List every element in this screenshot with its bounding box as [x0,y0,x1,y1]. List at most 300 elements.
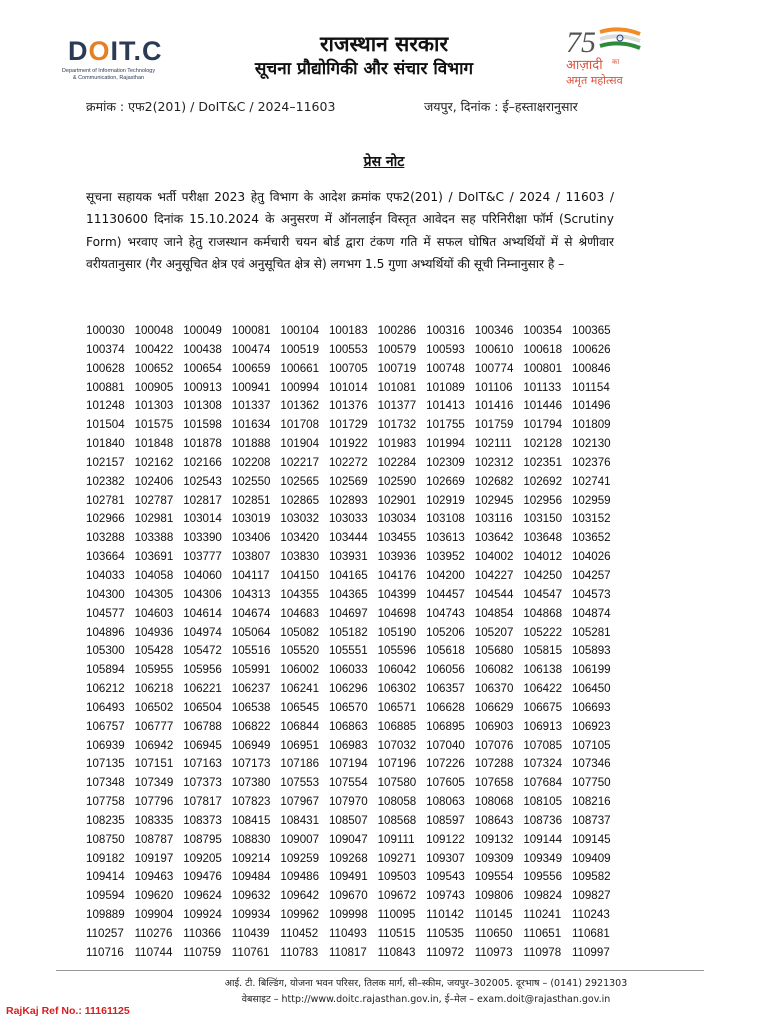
roll-number: 110651 [523,927,562,940]
roll-number: 107758 [86,795,125,809]
roll-number: 107348 [86,776,125,790]
footer-address: आई. टी. बिल्डिंग, योजना भवन परिसर, तिलक मार्ग, सी–स्कीम, जयपुर–302005. दूरभाष – (0141) 2921303 [224,978,628,989]
roll-number: 109463 [134,870,174,884]
roll-number: 103108 [426,512,465,526]
roll-number: 108105 [523,795,563,809]
roll-number: 110744 [134,945,173,959]
roll-number: 102692 [523,474,563,488]
roll-number: 100654 [183,361,222,375]
roll-number: 107032 [377,738,417,752]
roll-number: 102208 [231,455,271,469]
roll-number: 105893 [571,644,611,658]
roll-number: 108507 [328,813,368,827]
roll-number: 102565 [280,474,320,488]
roll-number: 105551 [328,644,368,658]
roll-number: 100365 [571,324,611,337]
roll-number: 104614 [183,606,222,620]
roll-number: 101014 [328,380,368,394]
roll-number: 109414 [86,870,125,884]
roll-number: 102550 [231,474,271,488]
roll-number: 102865 [280,493,320,507]
roll-number: 107324 [523,757,563,771]
roll-number: 108415 [231,813,271,827]
roll-number: 102406 [134,474,174,488]
roll-number: 110145 [474,908,513,922]
roll-number: 107750 [571,776,611,790]
roll-number: 107173 [231,757,271,771]
roll-number: 105955 [134,663,174,677]
press-note-heading: प्रेस नोट [363,154,405,170]
roll-number: 104200 [426,568,465,582]
rajkaj-ref-number: RajKaj Ref No.: 11161125 [6,1005,130,1017]
roll-number: 100286 [377,324,417,337]
roll-number: 103952 [426,550,465,564]
roll-number: 109624 [183,889,222,903]
roll-number: 107817 [183,795,222,809]
roll-number: 104250 [523,568,563,582]
roll-number: 101337 [231,399,271,413]
press-note-paragraph: सूचना सहायक भर्ती परीक्षा 2023 हेतु विभाग के आदेश क्रमांक एफ2(201) / DoIT&C / 2024 / 11603 / 11130600 दिनांक 15.10.2024 के अनुसरण में ऑनलाईन विस्तृत आवेदन सह परिनिरीक्षा फॉर्म (Scrutiny Form) भरवाए जाने हेतु राजस्थान कर्मचारी चयन बोर्ड द्वारा टंकण गति में सफल घोषित अभ्यर्थियों में से श्रेणीवार वरीयतानुसार (गैर अनुसूचित क्षेत्र एवं अनुसूचित क्षेत्र से) लगभग 1.5 गुणा अभ्यर्थियों की सूची निम्नानुसार है – [86,190,614,271]
roll-number: 102851 [231,493,271,507]
roll-number: 100913 [183,380,222,394]
roll-number: 107135 [86,757,125,771]
roll-number: 101248 [86,399,125,413]
roll-number: 104033 [86,568,125,582]
government-title: राजस्थान सरकार [319,32,449,56]
roll-number: 106628 [426,700,465,714]
roll-number: 104306 [183,587,222,601]
roll-number: 107605 [426,776,465,790]
roll-number: 101377 [377,399,417,413]
roll-number: 107349 [134,776,174,790]
roll-number: 100081 [231,324,271,337]
roll-number: 106493 [86,700,125,714]
roll-number: 102312 [474,455,514,469]
roll-number: 104896 [86,625,125,639]
roll-number: 107226 [426,757,465,771]
roll-number: 107194 [328,757,368,771]
roll-number: 101089 [426,380,465,394]
roll-number: 103936 [377,550,417,564]
roll-number: 100628 [86,361,125,375]
roll-number: 102166 [183,455,222,469]
roll-number: 106422 [523,682,563,696]
roll-number: 105190 [377,625,417,639]
roll-number: 108787 [134,832,174,846]
roll-number: 104150 [280,568,320,582]
roll-number: 106504 [183,700,222,714]
roll-number: 110681 [571,927,610,940]
roll-number: 101303 [134,399,174,413]
roll-number: 107163 [183,757,222,771]
reference-date: जयपुर, दिनांक : ई–हस्ताक्षरानुसार [424,99,578,114]
roll-number: 106212 [86,682,125,696]
roll-number: 109582 [571,870,611,884]
roll-number: 101308 [183,399,222,413]
roll-number: 105300 [86,644,125,658]
roll-number: 107151 [134,757,174,771]
roll-number: 102945 [474,493,514,507]
roll-number: 109144 [523,832,563,846]
roll-number: 100618 [523,342,563,356]
roll-number: 106571 [377,700,417,714]
roll-number: 100346 [474,324,514,337]
roll-number: 108373 [183,813,222,827]
roll-number: 100659 [231,361,271,375]
roll-number: 104698 [377,606,417,620]
roll-number: 100801 [523,361,563,375]
roll-number: 107288 [474,757,514,771]
roll-number: 104176 [377,568,417,582]
roll-number: 109271 [377,851,417,865]
roll-number: 104058 [134,568,174,582]
roll-number: 105281 [571,625,611,639]
roll-number: 105222 [523,625,563,639]
roll-number: 106450 [571,682,611,696]
roll-number: 103032 [280,512,320,526]
roll-number: 101888 [231,437,271,451]
roll-number: 106949 [231,738,271,752]
roll-number: 102162 [134,455,174,469]
roll-number: 106042 [377,663,417,677]
roll-number: 110366 [183,927,222,940]
roll-number: 106675 [523,700,563,714]
roll-number: 107554 [328,776,368,790]
roll-number: 102959 [571,493,611,507]
roll-number: 106822 [231,719,271,733]
roll-number: 103613 [426,531,465,545]
roll-number: 108737 [571,813,611,827]
roll-number: 109307 [426,851,465,865]
footer-divider [56,970,704,971]
roll-number: 106082 [474,663,514,677]
roll-number: 106951 [280,738,320,752]
roll-number: 104603 [134,606,174,620]
roll-number: 101376 [328,399,368,413]
roll-number: 109259 [280,851,320,865]
roll-number: 109743 [426,889,465,903]
roll-number: 105207 [474,625,514,639]
roll-number: 102284 [377,455,417,469]
roll-number: 109132 [474,832,514,846]
roll-number: 106939 [86,738,125,752]
roll-number: 100705 [328,361,368,375]
roll-number: 100553 [328,342,368,356]
roll-number: 106538 [231,700,271,714]
roll-number: 100652 [134,361,174,375]
roll-number: 104936 [134,625,174,639]
roll-number: 103807 [231,550,271,564]
roll-number: 104117 [231,568,270,582]
roll-number: 109632 [231,889,271,903]
roll-number: 103014 [183,512,222,526]
roll-number: 107040 [426,738,465,752]
roll-number: 106545 [280,700,320,714]
roll-number: 100593 [426,342,465,356]
roll-number: 100774 [474,361,514,375]
roll-number: 105596 [377,644,417,658]
roll-number: 100183 [328,324,368,337]
footer-contact: वेबसाइट – http://www.doitc.rajasthan.gov.in, ई–मेल – exam.doit@rajasthan.gov.in [241,994,611,1005]
roll-number: 101755 [426,418,465,432]
roll-number: 109543 [426,870,465,884]
roll-number: 104743 [426,606,465,620]
roll-number: 110276 [134,927,173,940]
roll-number: 106923 [571,719,611,733]
roll-number: 104060 [183,568,222,582]
roll-number: 100048 [134,324,174,337]
roll-number: 101759 [474,418,514,432]
roll-number: 102966 [86,512,125,526]
roll-number: 110978 [523,945,562,959]
roll-number: 105082 [280,625,320,639]
roll-number: 103152 [571,512,611,526]
roll-number: 101848 [134,437,174,451]
roll-number: 108643 [474,813,514,827]
roll-number: 101904 [280,437,320,451]
roll-number: 107553 [280,776,320,790]
svg-text:का: का [612,58,620,66]
roll-number: 109904 [134,908,174,922]
roll-number: 102590 [377,474,417,488]
roll-number: 106885 [377,719,417,733]
roll-number: 109554 [474,870,514,884]
roll-number: 100316 [426,324,465,337]
roll-number: 110535 [426,927,464,940]
roll-number: 105064 [231,625,271,639]
roll-number: 106138 [523,663,563,677]
roll-number: 109934 [231,908,271,922]
roll-number: 106002 [280,663,320,677]
roll-number: 110257 [86,927,124,940]
azadi-ka-amrit-mahotsav-logo [560,22,680,92]
roll-number: 108830 [231,832,271,846]
roll-number: 109556 [523,870,563,884]
svg-text:आज़ादी: आज़ादी [566,58,603,73]
roll-number: 101081 [377,380,417,394]
roll-number: 105206 [426,625,465,639]
roll-number: 108750 [86,832,125,846]
roll-number: 100846 [571,361,611,375]
roll-number: 106942 [134,738,174,752]
roll-number: 102157 [86,455,125,469]
roll-number: 108736 [523,813,563,827]
roll-number: 103150 [523,512,563,526]
roll-number: 109594 [86,889,125,903]
roll-number: 107196 [377,757,417,771]
roll-number: 105520 [280,644,320,658]
roll-number-list [86,322,626,963]
roll-number: 110759 [183,945,222,959]
roll-number: 106788 [183,719,222,733]
roll-number: 104257 [571,568,611,582]
roll-number: 103642 [474,531,514,545]
roll-number: 109486 [280,870,320,884]
roll-number: 103288 [86,531,125,545]
roll-number: 100905 [134,380,174,394]
roll-number: 106844 [280,719,320,733]
roll-number: 105472 [183,644,222,658]
roll-number: 104874 [571,606,611,620]
roll-number: 103691 [134,550,174,564]
roll-number: 107076 [474,738,514,752]
roll-number: 110095 [377,908,416,922]
roll-number: 104868 [523,606,563,620]
roll-number: 102351 [523,455,563,469]
roll-number: 110243 [571,908,610,922]
roll-number: 101598 [183,418,222,432]
roll-number: 104974 [183,625,222,639]
roll-number: 104457 [426,587,465,601]
roll-number: 100519 [280,342,320,356]
roll-number: 106056 [426,663,465,677]
roll-number: 104012 [523,550,563,564]
roll-number: 103777 [183,550,222,564]
roll-number: 104674 [231,606,271,620]
roll-number: 109484 [231,870,271,884]
roll-number: 102309 [426,455,465,469]
svg-text:75: 75 [566,26,596,59]
roll-number: 100579 [377,342,417,356]
roll-number: 101983 [377,437,417,451]
roll-number: 102893 [328,493,368,507]
roll-number: 101416 [474,399,514,413]
roll-number: 105680 [474,644,514,658]
roll-number: 104683 [280,606,320,620]
roll-number: 102817 [183,493,222,507]
roll-number: 105516 [231,644,271,658]
roll-number: 108235 [86,813,125,827]
roll-number: 103116 [474,512,513,526]
roll-number: 102919 [426,493,465,507]
roll-number: 109007 [280,832,320,846]
roll-number: 100719 [377,361,417,375]
roll-number: 109214 [231,851,271,865]
roll-number: 103648 [523,531,563,545]
roll-number: 101922 [328,437,368,451]
roll-number: 103388 [134,531,174,545]
roll-number: 104355 [280,587,320,601]
roll-number: 109824 [523,889,563,903]
roll-number: 110817 [328,945,367,959]
roll-number: 103664 [86,550,125,564]
roll-number: 109268 [328,851,368,865]
roll-number: 109806 [474,889,514,903]
roll-number: 104544 [474,587,514,601]
roll-number: 101133 [523,380,562,394]
roll-number: 109672 [377,889,417,903]
roll-number: 103420 [280,531,320,545]
roll-number: 109047 [328,832,368,846]
roll-number: 102376 [571,455,611,469]
roll-number: 110972 [426,945,464,959]
roll-number: 106241 [280,682,320,696]
roll-number: 109670 [328,889,368,903]
roll-number: 106357 [426,682,465,696]
svg-text:अमृत महोत्सव: अमृत महोत्सव [566,74,623,87]
roll-number: 104697 [328,606,368,620]
roll-number: 100049 [183,324,222,337]
roll-number: 109111 [377,832,415,846]
roll-number: 109182 [86,851,125,865]
roll-number: 101496 [571,399,611,413]
roll-number: 103033 [328,512,368,526]
roll-number: 101446 [523,399,563,413]
roll-number: 106757 [86,719,125,733]
roll-number: 107967 [280,795,320,809]
roll-number: 108063 [426,795,465,809]
roll-number: 105815 [523,644,563,658]
roll-number: 107186 [280,757,320,771]
roll-number: 106777 [134,719,174,733]
roll-number: 104026 [571,550,611,564]
roll-number: 110493 [328,927,367,940]
roll-number: 104854 [474,606,514,620]
roll-number: 102217 [280,455,320,469]
roll-number: 104577 [86,606,125,620]
roll-number: 100626 [571,342,611,356]
roll-number: 110650 [474,927,513,940]
roll-number: 104399 [377,587,417,601]
roll-number: 109409 [571,851,611,865]
roll-number: 107373 [183,776,222,790]
roll-number: 108216 [571,795,611,809]
reference-number: क्रमांक : एफ2(201) / DoIT&C / 2024–11603 [86,99,336,114]
roll-number: 101362 [280,399,320,413]
roll-number: 100881 [86,380,125,394]
roll-number: 106502 [134,700,174,714]
roll-number: 100422 [134,342,174,356]
roll-number: 102787 [134,493,174,507]
roll-number: 107346 [571,757,611,771]
doitc-logo-subtitle: Department of Information Technology & Communication, Rajasthan [61,68,156,81]
roll-number: 103830 [280,550,320,564]
roll-number: 108568 [377,813,417,827]
roll-number: 101106 [474,380,513,394]
roll-number: 106370 [474,682,514,696]
roll-number: 106895 [426,719,465,733]
roll-number: 103931 [328,550,368,564]
roll-number: 108597 [426,813,465,827]
roll-number: 106296 [328,682,368,696]
roll-number: 110452 [280,927,319,940]
roll-number: 105956 [183,663,222,677]
roll-number: 102130 [571,437,611,451]
roll-number: 105428 [134,644,174,658]
roll-number: 105894 [86,663,125,677]
roll-number: 104300 [86,587,125,601]
roll-number: 101732 [377,418,417,432]
roll-number: 104547 [523,587,563,601]
roll-number: 109889 [86,908,125,922]
roll-number: 101708 [280,418,320,432]
roll-number: 106302 [377,682,417,696]
roll-number: 106863 [328,719,368,733]
roll-number: 110997 [571,945,610,959]
amrit-mahotsav-emblem-icon [560,22,680,92]
roll-number: 107796 [134,795,174,809]
roll-number: 101504 [86,418,125,432]
roll-number: 101878 [183,437,222,451]
department-title: सूचना प्रौद्योगिकी और संचार विभाग [254,59,474,79]
roll-number: 103444 [328,531,368,545]
roll-number: 101794 [523,418,563,432]
roll-number: 109122 [426,832,465,846]
roll-number: 106983 [328,738,368,752]
roll-number: 102382 [86,474,125,488]
roll-number: 101413 [426,399,465,413]
roll-number: 110783 [280,945,319,959]
